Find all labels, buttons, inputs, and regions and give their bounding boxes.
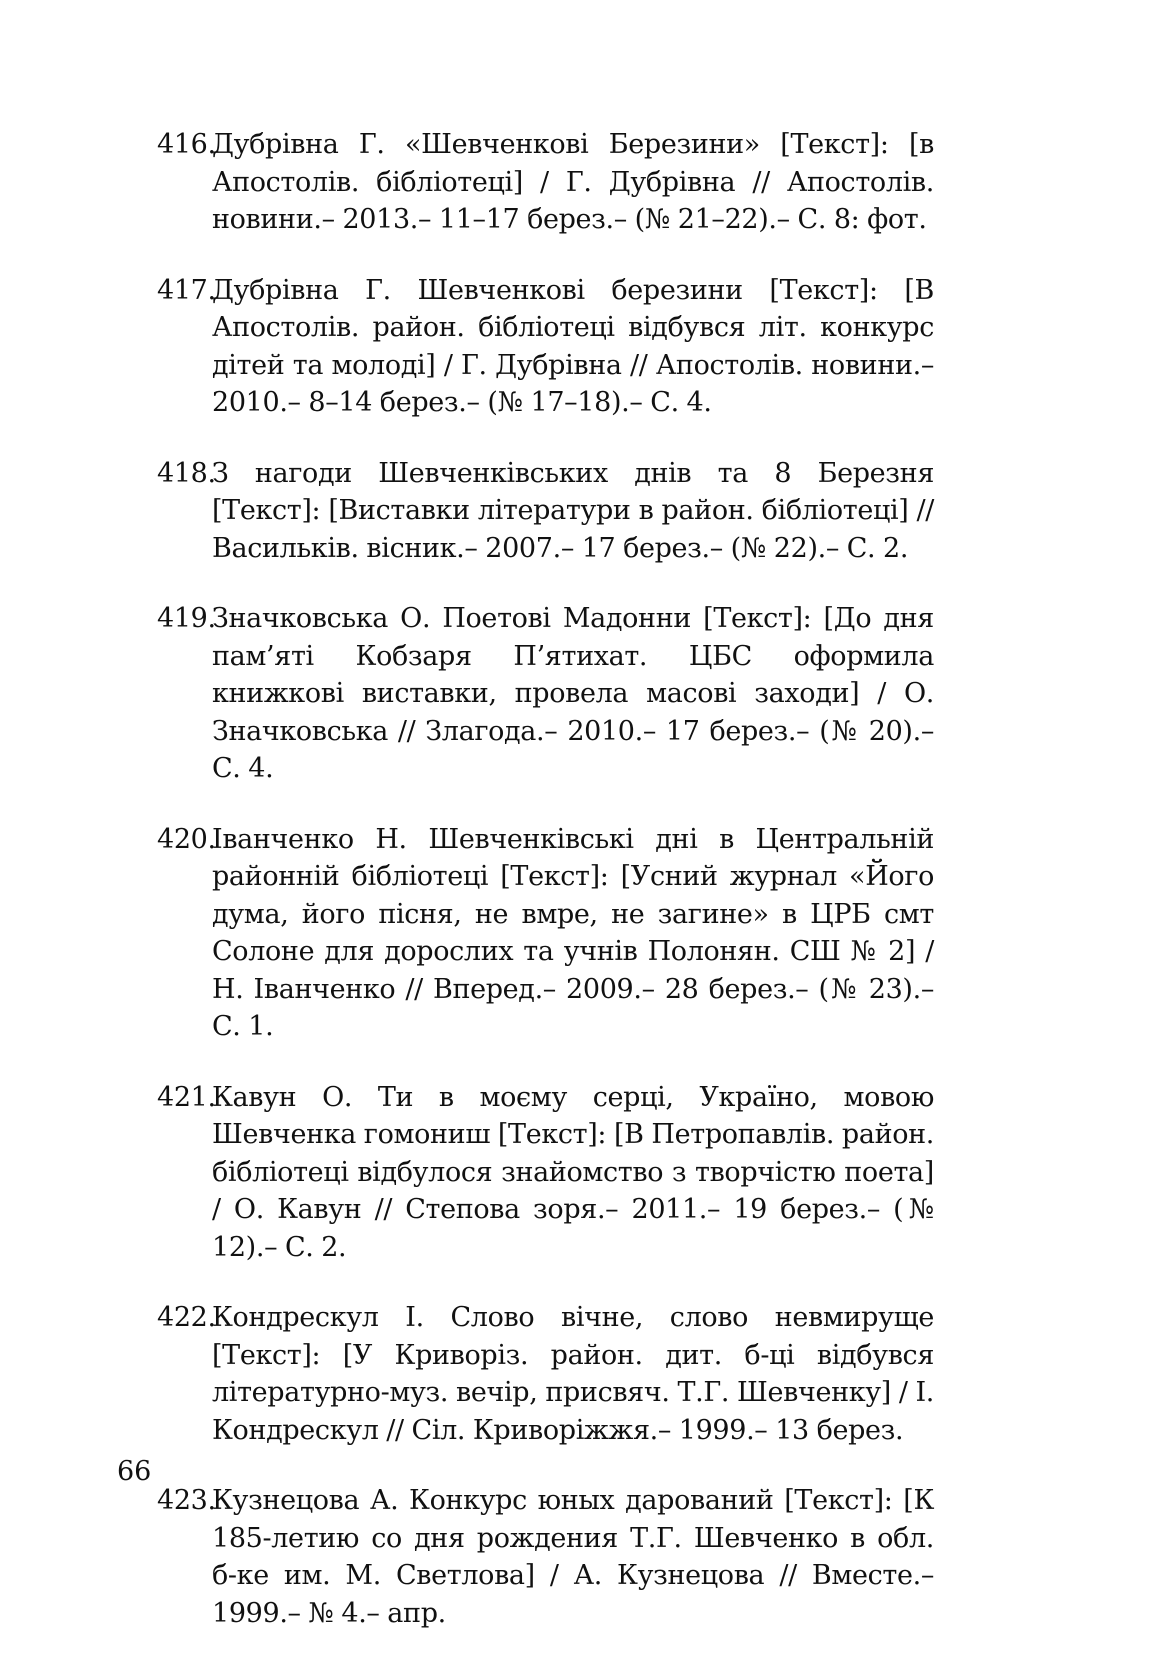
bibliography-entry-420 (157, 821, 934, 1046)
bibliography-list (157, 126, 934, 1665)
entry-number: 418. (157, 457, 216, 489)
page-number: 66 (117, 1456, 152, 1487)
entry-text: Значковська О. Поетові Мадонни [Текст]: [До дня пам’яті Кобзаря П’ятихат. ЦБС оформила книжкові виставки, провела масові заходи] / О. Значковська // Злагода.– 2010.– 17 берез.– (№ 20).– С. 4. (212, 603, 934, 784)
entry-number: 423. (157, 1485, 216, 1516)
bibliography-entry-423 (157, 1482, 934, 1632)
entry-text: Іванченко Н. Шевченківські дні в Центральній районній бібліотеці [Текст]: [Усний журнал «Його дума, його пісня, не вмре, не загине» в ЦРБ смт Солоне для дорослих та учнів Полонян. СШ № 2] / Н. Іванченко // Вперед.– 2009.– 28 берез.– (№ 23).– С. 1. (212, 823, 934, 1042)
entry-text: Дубрівна Г. Шевченкові березини [Текст]: [В Апостолів. район. бібліотеці відбувся літ. конкурс дітей та молоді] / Г. Дубрівна // Апостолів. новини.– 2010.– 8–14 берез.– (№ 17–18).– С. 4. (212, 274, 934, 418)
bibliography-entry-422 (157, 1299, 934, 1449)
bibliography-entry-419 (157, 600, 934, 788)
entry-number: 417. (157, 274, 216, 306)
bibliography-entry-421 (157, 1079, 934, 1267)
entry-number: 421. (157, 1081, 216, 1113)
entry-number: 422. (157, 1302, 216, 1333)
entry-number: 419. (157, 603, 216, 634)
entry-number: 420. (157, 823, 216, 855)
entry-number: 416. (157, 129, 216, 160)
entry-text: Кондрескул І. Слово вічне, слово невмируще [Текст]: [У Криворіз. район. дит. б-ці відбувся літературно-муз. вечір, присвяч. Т.Г. Шевченку] / І. Кондрескул // Сіл. Криворіжжя.– 1999.– 13 берез. (212, 1302, 934, 1446)
entry-text: Кузнецова А. Конкурс юных дарований [Текст]: [К 185-летию со дня рождения Т.Г. Шевченко в обл. б-ке им. М. Светлова] / А. Кузнецова // Вместе.– 1999.– № 4.– апр. (212, 1485, 934, 1629)
entry-text: З нагоди Шевченківських днів та 8 Березня [Текст]: [Виставки літератури в район. бібліотеці] // Васильків. вісник.– 2007.– 17 берез.– (№ 22).– С. 2. (212, 457, 934, 564)
bibliography-entry-417 (157, 272, 934, 422)
bibliography-entry-416 (157, 126, 934, 239)
entry-text: Дубрівна Г. «Шевченкові Березини» [Текст]: [в Апостолів. бібліотеці] / Г. Дубрівна // Апостолів. новини.– 2013.– 11–17 берез.– (№ 21–22).– С. 8: фот. (212, 129, 934, 235)
bibliography-entry-418 (157, 455, 934, 568)
entry-text: Кавун О. Ти в моєму серці, Україно, мовою Шевченка гомониш [Текст]: [В Петропавлів. район. бібліотеці відбулося знайомство з творчістю поета] / О. Кавун // Степова зоря.– 2011.– 19 берез.– (№ 12).– С. 2. (212, 1081, 934, 1263)
